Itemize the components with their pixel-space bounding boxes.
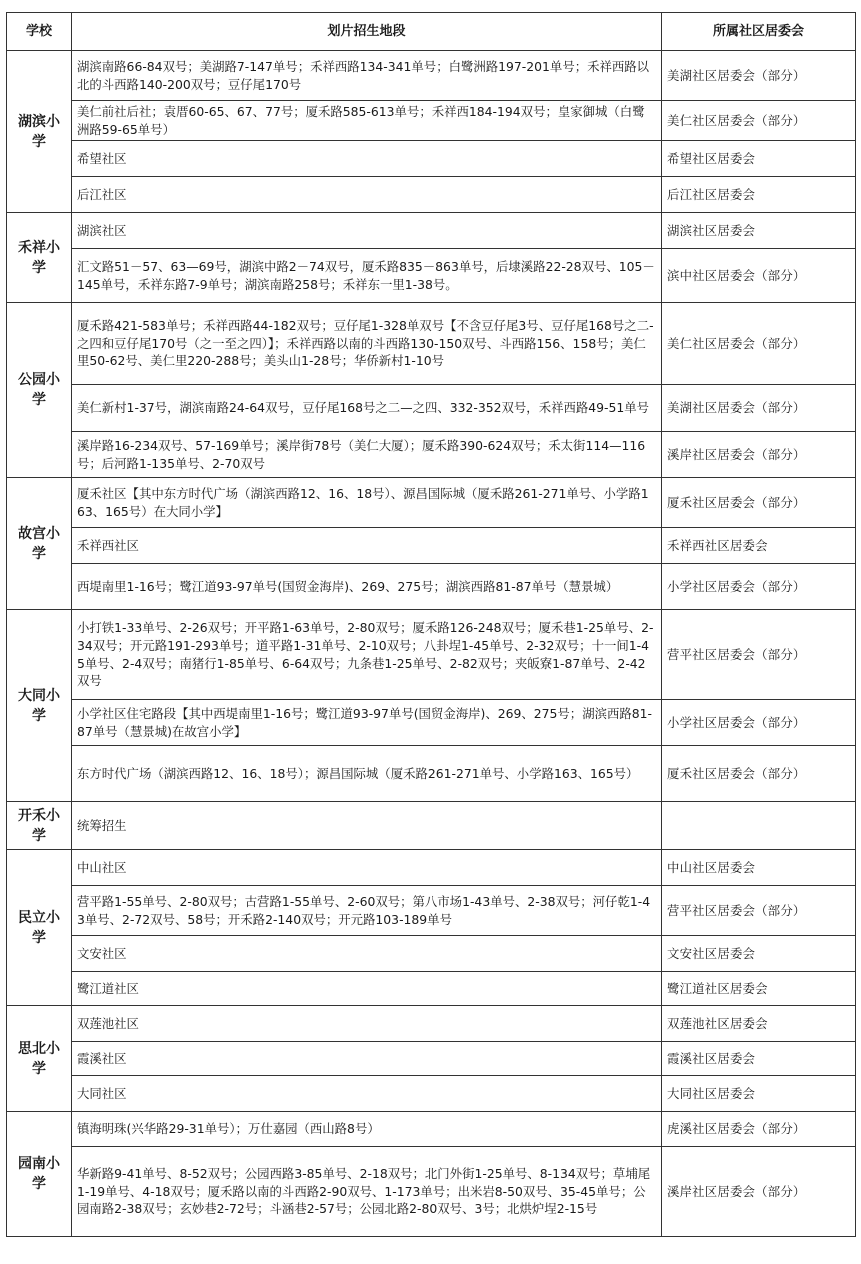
table-row [7,972,856,1006]
area-cell: 禾祥西社区 [72,528,662,564]
school-name: 公园小学 [7,303,72,478]
school-name: 大同小学 [7,610,72,802]
community-cell: 美仁社区居委会（部分） [662,303,856,385]
community-cell: 希望社区居委会 [662,141,856,177]
table-row [7,385,856,432]
area-cell: 中山社区 [72,850,662,886]
community-cell: 厦禾社区居委会（部分） [662,478,856,528]
community-cell [662,802,856,850]
community-cell: 后江社区居委会 [662,177,856,213]
header-community: 所属社区居委会 [662,13,856,51]
community-cell: 小学社区居委会（部分） [662,564,856,610]
community-cell: 美湖社区居委会（部分） [662,51,856,101]
area-cell: 西堤南里1-16号；鹭江道93-97单号(国贸金海岸)、269、275号；湖滨西路81-87单号（慧景城） [72,564,662,610]
school-name: 禾祥小学 [7,213,72,303]
table-row [7,51,856,101]
table-row [7,141,856,177]
area-cell: 厦禾社区【其中东方时代广场（湖滨西路12、16、18号）、源昌国际城（厦禾路261-271单号、小学路163、165号）在大同小学】 [72,478,662,528]
area-cell: 统筹招生 [72,802,662,850]
table-row [7,1112,856,1147]
table-row [7,478,856,528]
community-cell: 中山社区居委会 [662,850,856,886]
community-cell: 美仁社区居委会（部分） [662,101,856,141]
table-row [7,213,856,249]
community-cell: 小学社区居委会（部分） [662,700,856,746]
community-cell: 霞溪社区居委会 [662,1042,856,1076]
area-cell: 东方时代广场（湖滨西路12、16、18号）；源昌国际城（厦禾路261-271单号、小学路163、165号） [72,746,662,802]
community-cell: 营平社区居委会（部分） [662,610,856,700]
table-row [7,303,856,385]
header-row [7,13,856,51]
area-cell: 鹭江道社区 [72,972,662,1006]
area-cell: 美仁新村1-37号，湖滨南路24-64双号，豆仔尾168号之二—之四、332-352双号，禾祥西路49-51单号 [72,385,662,432]
table-row [7,850,856,886]
community-cell: 溪岸社区居委会（部分） [662,432,856,478]
area-cell: 后江社区 [72,177,662,213]
area-cell: 湖滨南路66-84双号；美湖路7-147单号；禾祥西路134-341单号；白鹭洲路197-201单号；禾祥西路以北的斗西路140-200双号；豆仔尾170号 [72,51,662,101]
school-name: 开禾小学 [7,802,72,850]
area-cell: 双莲池社区 [72,1006,662,1042]
community-cell: 滨中社区居委会（部分） [662,249,856,303]
table-row [7,746,856,802]
table-row [7,1147,856,1237]
area-cell: 霞溪社区 [72,1042,662,1076]
area-cell: 镇海明珠(兴华路29-31单号）；万仕嘉园（西山路8号） [72,1112,662,1147]
community-cell: 营平社区居委会（部分） [662,886,856,936]
community-cell: 文安社区居委会 [662,936,856,972]
zoning-table [6,12,856,1237]
area-cell: 大同社区 [72,1076,662,1112]
table-row [7,177,856,213]
table-row [7,886,856,936]
community-cell: 美湖社区居委会（部分） [662,385,856,432]
school-name: 园南小学 [7,1112,72,1237]
table-row [7,936,856,972]
community-cell: 厦禾社区居委会（部分） [662,746,856,802]
table-row [7,432,856,478]
table-row [7,1076,856,1112]
community-cell: 双莲池社区居委会 [662,1006,856,1042]
table-row [7,528,856,564]
area-cell: 小学社区住宅路段【其中西堤南里1-16号；鹭江道93-97单号(国贸金海岸)、269、275号；湖滨西路81-87单号（慧景城)在故宫小学】 [72,700,662,746]
table-row [7,1042,856,1076]
school-name: 民立小学 [7,850,72,1006]
area-cell: 文安社区 [72,936,662,972]
area-cell: 湖滨社区 [72,213,662,249]
community-cell: 鹭江道社区居委会 [662,972,856,1006]
school-name: 湖滨小学 [7,51,72,213]
school-name: 故宫小学 [7,478,72,610]
table-row [7,249,856,303]
community-cell: 溪岸社区居委会（部分） [662,1147,856,1237]
community-cell: 湖滨社区居委会 [662,213,856,249]
table-body [7,51,856,1237]
area-cell: 营平路1-55单号、2-80双号；古营路1-55单号、2-60双号；第八市场1-43单号、2-38双号；河仔乾1-43单号、2-72双号、58号；开禾路2-140双号；开元路103-189单号 [72,886,662,936]
area-cell: 厦禾路421-583单号；禾祥西路44-182双号；豆仔尾1-328单双号【不含豆仔尾3号、豆仔尾168号之二-之四和豆仔尾170号（之一至之四）】；禾祥西路以南的斗西路130-150双号、斗西路156、158号；美仁里50-62号、美仁里220-288号；美头山1-28号；华侨新村1-10号 [72,303,662,385]
area-cell: 希望社区 [72,141,662,177]
table-row [7,101,856,141]
area-cell: 汇文路51－57、63—69号，湖滨中路2－74双号，厦禾路835－863单号，后埭溪路22-28双号、105－145单号，禾祥东路7-9单号；湖滨南路258号；禾祥东一里1-38号。 [72,249,662,303]
school-name: 思北小学 [7,1006,72,1112]
area-cell: 华新路9-41单号、8-52双号；公园西路3-85单号、2-18双号；北门外街1-25单号、8-134双号；草埔尾1-19单号、4-18双号；厦禾路以南的斗西路2-90双号、1-173单号；出米岩8-50双号、35-45单号；公园南路2-38双号；玄妙巷2-72号；斗涵巷2-57号；公园北路2-80双号、3号；北烘炉埕2-15号 [72,1147,662,1237]
area-cell: 美仁前社后社；袁厝60-65、67、77号；厦禾路585-613单号；禾祥西184-194双号；皇家御城（白鹭洲路59-65单号） [72,101,662,141]
community-cell: 虎溪社区居委会（部分） [662,1112,856,1147]
header-school: 学校 [7,13,72,51]
table-row [7,802,856,850]
table-row [7,564,856,610]
area-cell: 小打铁1-33单号、2-26双号；开平路1-63单号，2-80双号；厦禾路126-248双号；厦禾巷1-25单号、2-34双号；开元路191-293单号；道平路1-31单号、2-10双号；八卦埕1-45单号、2-32双号；十一间1-45单号、2-4双号；南猪行1-85单号、6-64双号；九条巷1-25单号、2-82双号；夹皈寮1-87单号、2-42双号 [72,610,662,700]
area-cell: 溪岸路16-234双号、57-169单号；溪岸街78号（美仁大厦）；厦禾路390-624双号；禾太街114—116号；后河路1-135单号、2-70双号 [72,432,662,478]
table-row [7,1006,856,1042]
community-cell: 禾祥西社区居委会 [662,528,856,564]
table-row [7,700,856,746]
header-area: 划片招生地段 [72,13,662,51]
community-cell: 大同社区居委会 [662,1076,856,1112]
table-row [7,610,856,700]
